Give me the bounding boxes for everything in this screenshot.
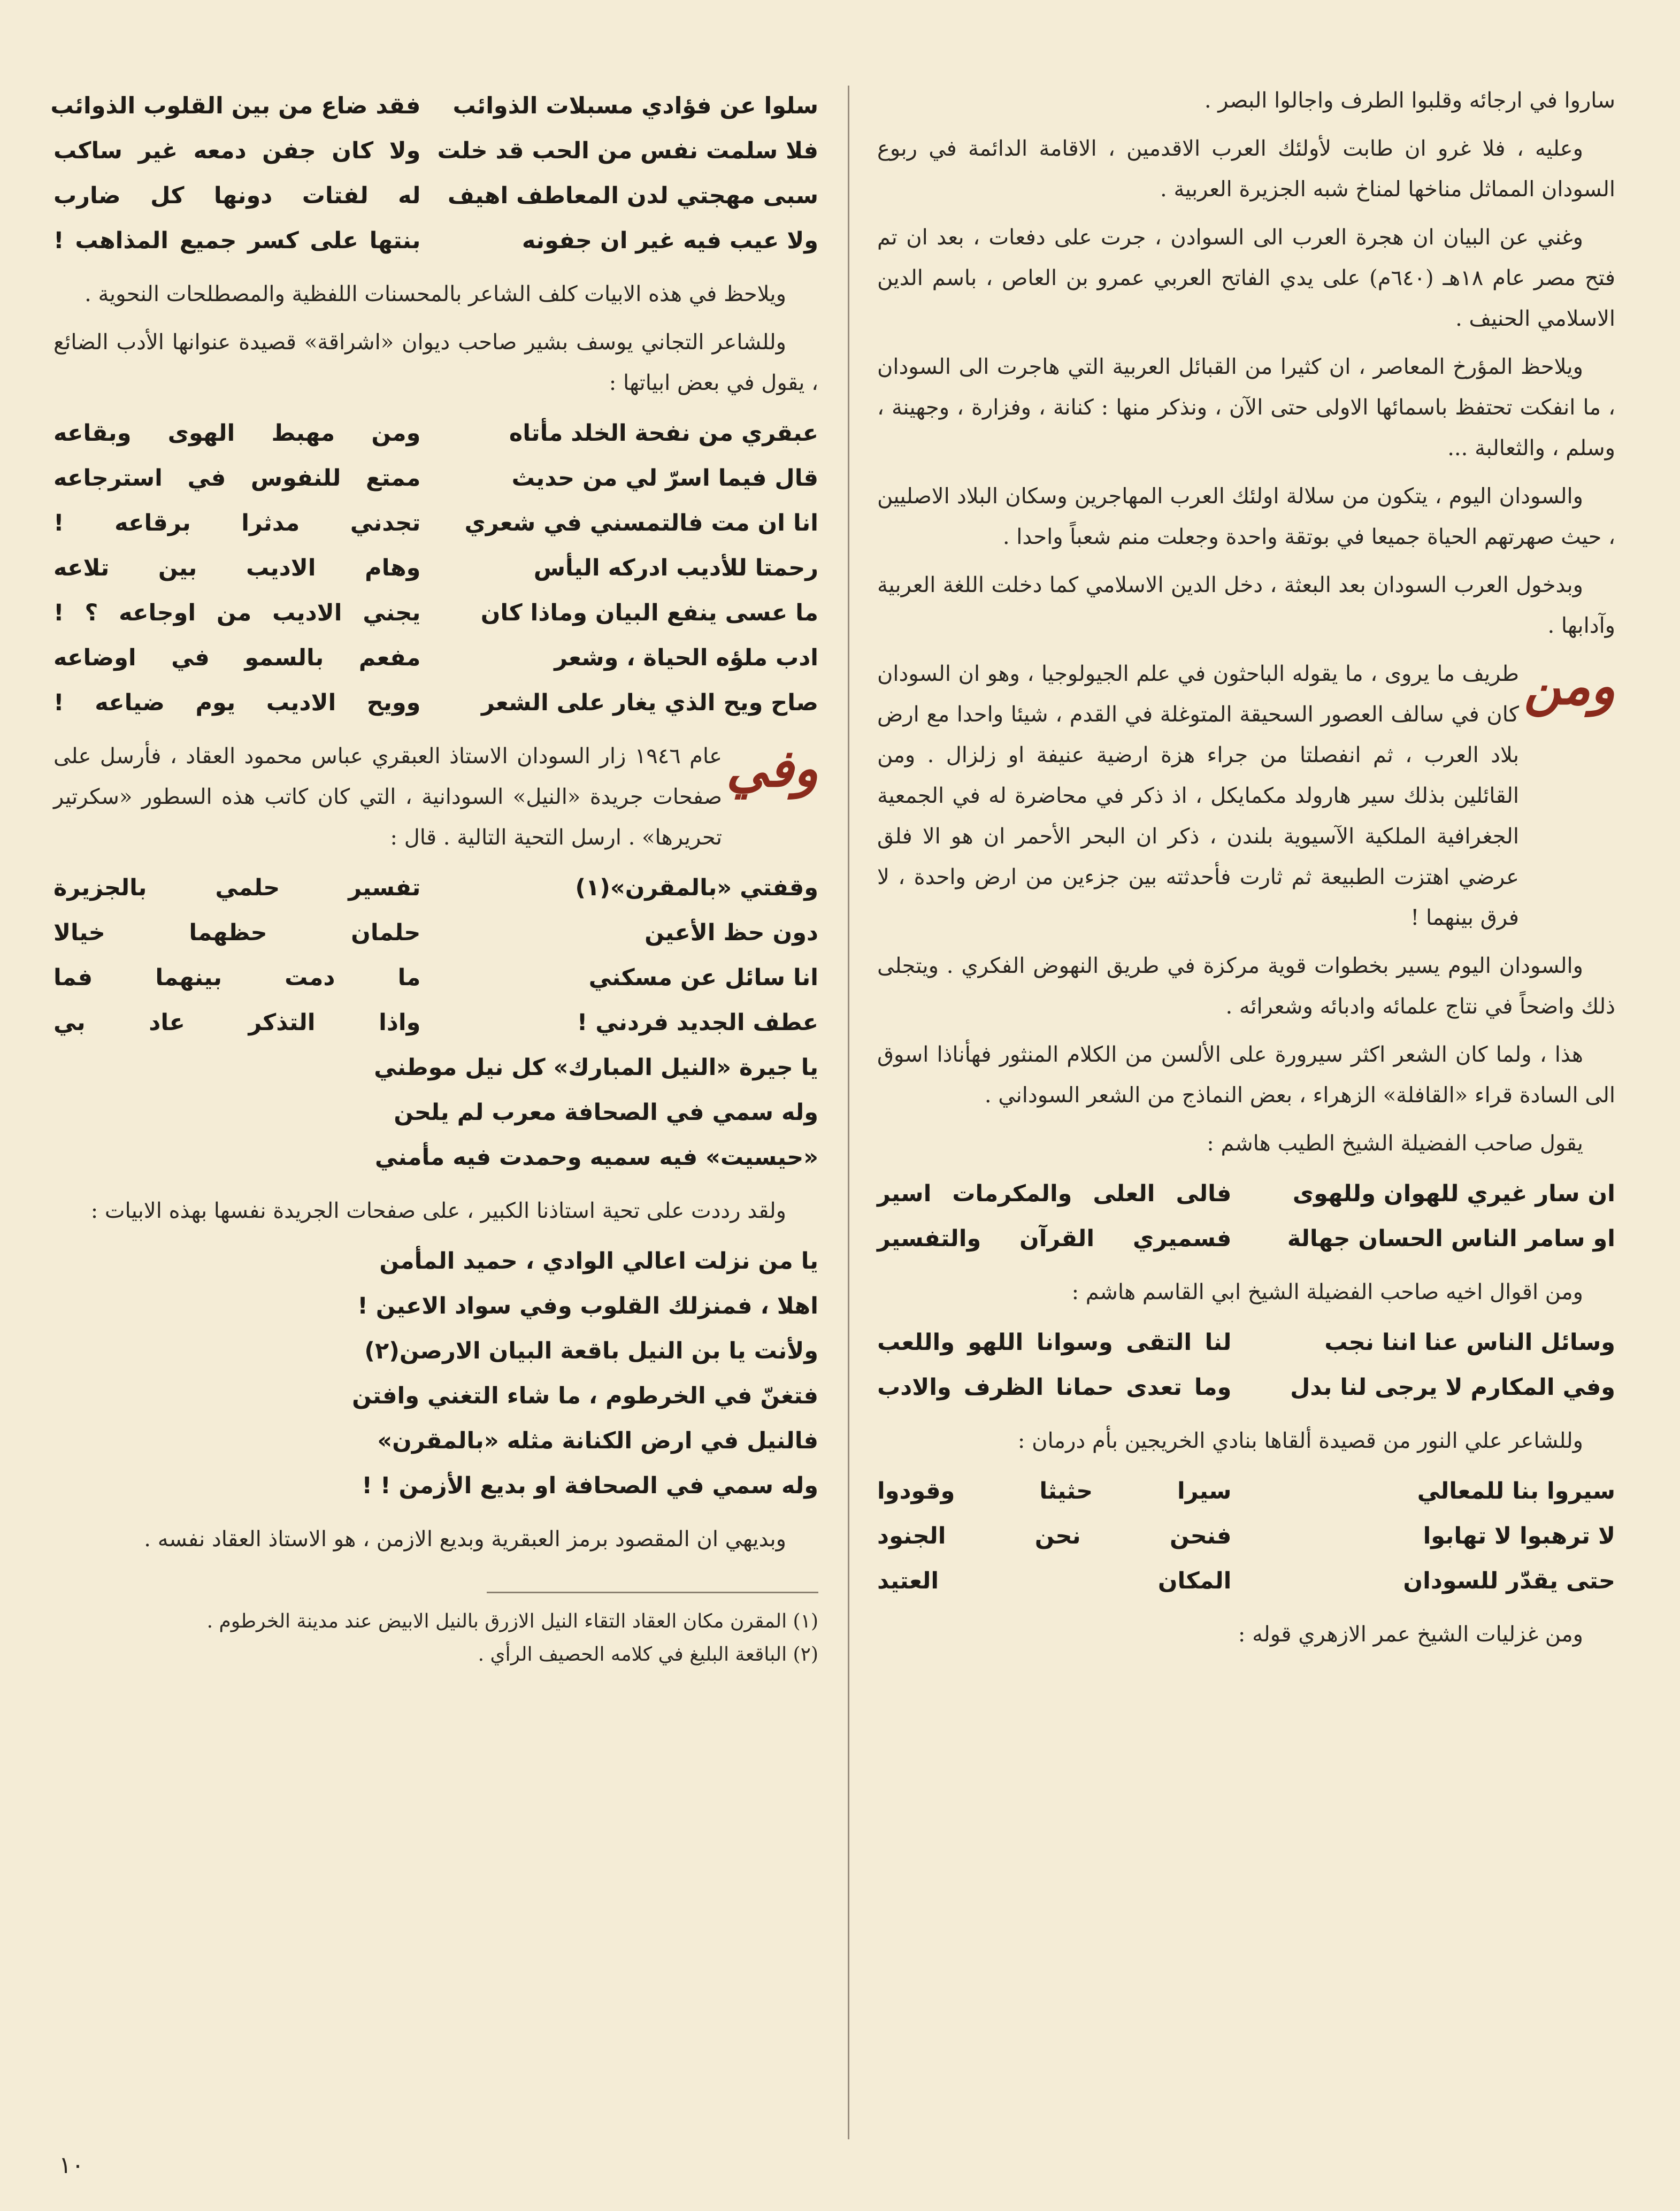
verse-second-hemistich: واذا التذكر عاد بي <box>53 1009 421 1036</box>
verse-line <box>877 1514 1615 1559</box>
verse-line <box>53 1045 818 1090</box>
verse-second-hemistich: ومن مهبط الهوى وبقاعه <box>53 420 421 447</box>
verse-second-hemistich: بنتها على كسر جميع المذاهب ! <box>53 227 421 254</box>
verse-line <box>50 83 818 128</box>
verse-line <box>53 1135 818 1180</box>
verse-first-hemistich: فلا سلمت نفس من الحب قد خلت <box>437 137 818 164</box>
verse-first-hemistich: سبى مهجتي لدن المعاطف اهيف <box>447 182 818 209</box>
verse-first-hemistich: رحمتا للأديب ادركه اليأس <box>533 555 818 581</box>
verse-second-hemistich: له لفتات دونها كل ضارب <box>53 182 421 209</box>
verses-1 <box>877 1171 1615 1261</box>
verse-line <box>877 1469 1615 1514</box>
paragraph: والسودان اليوم ، يتكون من سلالة اولئك العرب المهاجرين وسكان البلاد الاصليين ، حيث صهرتهم الحياة جميعا في بوتقة واحدة وجعلت منم شعباً واحدا . <box>877 484 1615 549</box>
verse-first-hemistich: سلوا عن فؤادي مسبلات الذوائب <box>452 93 818 119</box>
verse-first-hemistich: عبقري من نفحة الخلد مأتاه <box>509 420 818 447</box>
verse-first-hemistich: ادب ملؤه الحياة ، وشعر <box>554 644 818 671</box>
left-column <box>50 80 818 2152</box>
verse-first-hemistich: وله سمي في الصحافة معرب لم يلحن <box>394 1099 818 1126</box>
verse-line <box>53 456 818 501</box>
verse-line <box>53 501 818 546</box>
verse-first-hemistich: يا من نزلت اعالي الوادي ، حميد المأمن <box>379 1248 818 1275</box>
paragraph: ساروا في ارجائه وقلبوا الطرف واجالوا البصر . <box>1204 88 1615 113</box>
paragraph: ولقد رددت على تحية استاذنا الكبير ، على صفحات الجريدة نفسها بهذه الابيات : <box>90 1199 786 1223</box>
verse-first-hemistich: ان سار غيري للهوان وللهوى <box>1292 1180 1615 1207</box>
verse-line <box>53 1284 818 1329</box>
verse-second-hemistich: ممتع للنفوس في استرجاعه <box>53 465 421 492</box>
verse-line <box>877 1216 1615 1261</box>
verse-first-hemistich: قال فيما اسرّ لي من حديث <box>511 465 818 492</box>
verses-2 <box>877 1320 1615 1410</box>
verse-line <box>53 128 818 173</box>
right-column <box>877 80 1615 2152</box>
verse-first-hemistich: لا ترهبوا لا تهابوا <box>1423 1523 1615 1549</box>
verse-second-hemistich: وويح الاديب يوم ضياعه ! <box>53 689 421 716</box>
verse-line <box>53 1373 818 1418</box>
paragraph: وبدخول العرب السودان بعد البعثة ، دخل الدين الاسلامي كما دخلت اللغة العربية وآدابها . <box>877 573 1615 638</box>
verse-second-hemistich: فسميري القرآن والتفسير <box>877 1225 1232 1252</box>
paragraph: وبديهي ان المقصود برمز العبقرية وبديع الازمن ، هو الاستاذ العقاد نفسه . <box>144 1527 786 1552</box>
verse-intro: وللشاعر علي النور من قصيدة ألقاها بنادي الخريجين بأم درمان : <box>1017 1429 1583 1453</box>
verse-second-hemistich: لنا التقى وسوانا اللهو واللعب <box>877 1329 1232 1356</box>
verse-first-hemistich: انا سائل عن مسكني <box>588 964 818 991</box>
verse-first-hemistich: او سامر الناس الحسان جهالة <box>1287 1225 1615 1252</box>
verse-first-hemistich: وسائل الناس عنا اننا نجب <box>1324 1329 1615 1356</box>
verse-first-hemistich: وقفتي «بالمقرن»(١) <box>575 874 818 901</box>
verse-second-hemistich: سيرا حثيثا وقودوا <box>877 1478 1232 1504</box>
verse-line <box>53 680 818 725</box>
verse-line <box>53 590 818 635</box>
dropcap-paragraph <box>53 736 818 858</box>
verse-line <box>53 1463 818 1508</box>
verse-first-hemistich: ولأنت يا بن النيل باقعة البيان الارصن(٢) <box>364 1338 818 1364</box>
verse-intro: ومن اقوال اخيه صاحب الفضيلة الشيخ ابي القاسم هاشم : <box>1071 1280 1583 1304</box>
paragraph: وللشاعر التجاني يوسف بشير صاحب ديوان «اشراقة» قصيدة عنوانها الأدب الضائع ، يقول في بعض ابياتها : <box>53 330 818 395</box>
verse-second-hemistich: حلمان حظهما خيالا <box>53 919 421 946</box>
verse-first-hemistich: ما عسى ينفع البيان وماذا كان <box>480 600 818 626</box>
verse-second-hemistich: فنحن نحن الجنود <box>877 1523 1232 1549</box>
verse-first-hemistich: اهلا ، فمنزلك القلوب وفي سواد الاعين ! <box>357 1293 818 1319</box>
verse-line <box>53 1418 818 1463</box>
verse-second-hemistich: تجدني مدثرا برقاعه ! <box>53 510 421 536</box>
verse-line <box>53 1000 818 1045</box>
verse-line <box>53 955 818 1000</box>
verse-second-hemistich: وهام الاديب بين تلاعه <box>53 555 421 581</box>
column-divider <box>848 86 849 2139</box>
verse-line <box>53 173 818 218</box>
verse-line <box>877 1320 1615 1365</box>
verses-c <box>53 865 818 1180</box>
verses-a <box>50 83 818 263</box>
page-number: ١٠ <box>59 2152 85 2179</box>
verse-second-hemistich: وما تعدى حمانا الظرف والادب <box>877 1374 1232 1401</box>
paragraph: ويلاحظ في هذه الابيات كلف الشاعر بالمحسنات اللفظية والمصطلحات النحوية . <box>85 282 786 306</box>
drop-cap: ومن <box>1524 656 1615 716</box>
verse-second-hemistich: فالى العلى والمكرمات اسير <box>877 1180 1232 1207</box>
verse-first-hemistich: انا ان مت فالتمسني في شعري <box>464 510 818 536</box>
verse-line <box>53 1329 818 1373</box>
verse-line <box>53 635 818 680</box>
verse-first-hemistich: فتغنّ في الخرطوم ، ما شاء التغني وافتن <box>352 1383 818 1409</box>
verse-line <box>53 1239 818 1284</box>
verse-line <box>53 910 818 955</box>
verse-first-hemistich: وفي المكارم لا يرجى لنا بدل <box>1290 1374 1615 1401</box>
verse-first-hemistich: عطف الجديد فردني ! <box>577 1009 818 1036</box>
verse-second-hemistich: ما دمت بينهما فما <box>53 964 421 991</box>
paragraph: وعليه ، فلا غرو ان طابت لأولئك العرب الاقدمين ، الاقامة الدائمة في ربوع السودان المماثل مناخها لمناخ شبه الجزيرة العربية . <box>877 136 1615 202</box>
verse-line <box>53 865 818 910</box>
verse-line <box>53 1090 818 1135</box>
verse-line <box>53 546 818 590</box>
verse-intro: يقول صاحب الفضيلة الشيخ الطيب هاشم : <box>1207 1131 1583 1156</box>
verse-first-hemistich: ولا عيب فيه غير ان جفونه <box>521 227 818 254</box>
verse-first-hemistich: فالنيل في ارض الكنانة مثله «بالمقرن» <box>377 1427 818 1454</box>
verses-b <box>53 411 818 725</box>
verse-line <box>877 1365 1615 1410</box>
verses-3 <box>877 1469 1615 1603</box>
paragraph: طريف ما يروى ، ما يقوله الباحثون في علم الجيولوجيا ، وهو ان السودان كان في سالف العصور السحيقة المتوغلة في القدم ، شيئا واحدا مع ارض بلاد العرب ، ثم انفصلتا من جراء هزة ارضية عنيفة او زلزال . ومن القائلين بذلك سير هارولد مكمايكل ، اذ ذكر في محاضرة له في الجمعية الجغرافية الملكية الآسيوية بلندن ، ذكر ان البحر الأحمر ان هو الا فلق عرضي اهتزت الطبيعة ثم ثارت فأحدثته بين جزءين من ارض واحدة ، لا فرق بينهما ! <box>877 662 1519 930</box>
verse-first-hemistich: دون حظ الأعين <box>645 919 818 946</box>
paragraph: عام ١٩٤٦ زار السودان الاستاذ العبقري عباس محمود العقاد ، فأرسل على صفحات جريدة «النيل» السودانية ، التي كان كاتب هذه السطور «سكرتير تحريرها» . ارسل التحية التالية . قال : <box>53 744 722 850</box>
verse-line <box>877 1559 1615 1603</box>
verse-line <box>53 411 818 456</box>
drop-cap: وفي <box>726 738 818 799</box>
verse-first-hemistich: «حيسيت» فيه سميه وحمدت فيه مأمني <box>374 1144 818 1171</box>
verse-first-hemistich: حتى يقدّر للسودان <box>1403 1568 1615 1594</box>
footnote: (٢) الباقعة البليغ في كلامه الحصيف الرأي . <box>478 1644 818 1665</box>
verse-first-hemistich: سيروا بنا للمعالي <box>1417 1478 1615 1504</box>
verse-second-hemistich: يجني الاديب من اوجاعه ؟ ! <box>53 600 421 626</box>
paragraph: وغني عن البيان ان هجرة العرب الى السوادن ، جرت على دفعات ، بعد ان تم فتح مصر عام ١٨هـ (٦٤٠م) على يدي الفاتح العربي عمرو بن العاص ، باسم الدين الاسلامي الحنيف . <box>877 225 1615 331</box>
footnote: (١) المقرن مكان العقاد التقاء النيل الازرق بالنيل الابيض عند مدينة الخرطوم . <box>206 1610 818 1632</box>
footnote-rule <box>487 1592 818 1593</box>
verse-first-hemistich: وله سمي في الصحافة او بديع الأزمن ! ! <box>362 1472 818 1499</box>
paragraph: ويلاحظ المؤرخ المعاصر ، ان كثيرا من القبائل العربية التي هاجرت الى السودان ، ما انفكت تحتفظ باسمائها الاولى حتى الآن ، ونذكر منها : كنانة ، وفزارة ، وجهينة ، وسلم ، والثعالبة ... <box>877 355 1615 460</box>
verse-second-hemistich: تفسير حلمي بالجزيرة <box>53 874 421 901</box>
verse-second-hemistich: مفعم بالسمو في اوضاعه <box>53 644 421 671</box>
verse-line <box>53 218 818 263</box>
verse-line <box>877 1171 1615 1216</box>
paragraph: هذا ، ولما كان الشعر اكثر سيرورة على الألسن من الكلام المنثور فهأناذا اسوق الى السادة قراء «القافلة» الزهراء ، بعض النماذج من الشعر السوداني . <box>877 1042 1615 1108</box>
paragraph: والسودان اليوم يسير بخطوات قوية مركزة في طريق النهوض الفكري . ويتجلى ذلك واضحاً في نتاج علمائه وادبائه وشعرائه . <box>877 954 1615 1019</box>
verse-intro: ومن غزليات الشيخ عمر الازهري قوله : <box>1238 1622 1583 1647</box>
verses-d <box>53 1239 818 1508</box>
dropcap-paragraph <box>877 654 1615 938</box>
verse-second-hemistich: المكان العتيد <box>877 1568 1232 1594</box>
verse-first-hemistich: يا جيرة «النيل المبارك» كل نيل موطني <box>374 1054 818 1081</box>
verse-second-hemistich: ولا كان جفن دمعه غير ساكب <box>53 137 421 164</box>
verse-first-hemistich: صاح ويح الذي يغار على الشعر <box>481 689 818 716</box>
verse-second-hemistich: فقد ضاع من بين القلوب الذوائب <box>50 93 421 119</box>
